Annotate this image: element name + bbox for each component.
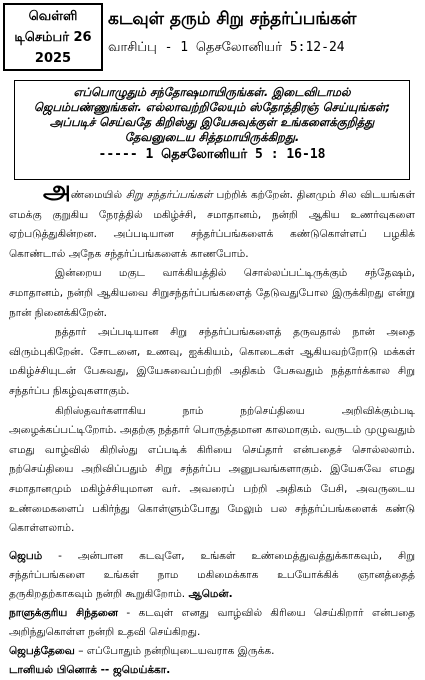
prayer-text: - அன்பான கடவுளே, உங்கள் உண்மைத்துவத்துக்காகவும், சிறு சந்தர்ப்பங்களை உங்கள் நாம மகிமைக்காக உபயோக்கிக் ஞானத்தைத் தருகிறதற்காகவும் நன்றி கூறுகிறோம். (9, 549, 415, 600)
paragraph-1-rest: பற்றிக் கற்றேன். தினமும் சில விடயங்கள் எமக்கு குறுகிய நேரத்தில் மகிழ்ச்சி, சமாதானம், நன்றி ஆகிய உணர்வுகளை ஏற்படுத்துகின்றன. அப்படியான சந்தர்ப்பங்களைக் கண்டுகொள்ளப் பழகிக் கொண்டால் அநேக சந்தர்ப்பங்களைக் காணபோம். (9, 189, 415, 260)
verse-box (14, 80, 410, 180)
reading-reference: வாசிப்பு - 1 தெசலோனியர் 5:12-24 (108, 40, 345, 55)
prayer-section (9, 547, 415, 680)
prayer-label: ஜெபம் (9, 549, 43, 562)
date-label: டிசெம்பர் 26 (14, 30, 92, 45)
day-label: வெள்ளி (28, 9, 78, 24)
paragraph-2: இன்றைய மகுட வாக்கியத்தில் சொல்லப்பட்டிருக்கும் சந்தேஷம், சமாதானம், நன்றி ஆகியவை சிறுசந்தர்ப்பங்களைத் தேடுவதுபோல இருக்கிறது என்று நான் நினைக்கிறேன். (9, 267, 415, 319)
verse-reference: ----- 1 தெசலோனியர் 5 : 16-18 (98, 147, 326, 162)
body-text (9, 175, 416, 680)
author: டானியல் பினொக் -- ஜமெய்க்கா. (9, 663, 171, 676)
thought (9, 604, 415, 642)
paragraph-3: நத்தார் அப்படியான சிறு சந்தர்ப்பங்களைத் தருவதால் நான் அதை விரும்புகிறேன். சோடனை, உணவு, ஐக்கியம், கொடைகள் ஆகியவற்றோடு மக்கள் மகிழ்ச்சியுடன் பேசுவது, இயேசுவைப்பற்றி அதிகம் பேசுவதும் நத்தார்க்கால சிறு சந்தர்ப்ப நிகழ்வுகளாகும். (9, 326, 415, 397)
page-title: கடவுள் தரும் சிறு சந்தர்ப்பங்கள் (108, 9, 357, 29)
spacer (9, 539, 415, 547)
prayer-need-label: ஜெபத்தேவை (9, 644, 75, 657)
drop-cap: அ (43, 175, 71, 204)
paragraph-1-italic: சிறு சந்தர்ப்பங்கள் (125, 189, 213, 201)
year-label: 2025 (34, 51, 72, 66)
prayer-need (9, 642, 415, 661)
prayer-amen: ஆமென். (188, 587, 233, 600)
paragraph-1-start: ண்மையில் (70, 189, 126, 201)
verse-text: எப்பொழுதும் சந்தோஷமாயிருங்கள். இடைவிடாமல் ஜெபம்பண்ணுங்கள். எல்லாவற்றிலேயும் ஸ்தோத்திரஞ் செய்யுங்கள்; அப்படிச் செய்வதே கிறிஸ்து இயேசுவுக்குள் உங்களைக்குறித்து தேவனுடைய சித்தமாயிருக்கிறது. (33, 85, 391, 144)
date-box (3, 3, 103, 71)
thought-label: நாளுக்குரிய சிந்தனை (9, 606, 118, 619)
paragraph-1 (9, 175, 415, 264)
prayer (9, 547, 415, 604)
prayer-need-text: – எப்போதும் நன்றியுடையவராக இருக்க. (74, 644, 275, 657)
paragraph-4: கிறிஸ்தவர்களாகிய நாம் நற்செய்தியை அறிவிக்கும்படி அழைக்கப்பட்டிறோம். அதற்கு நத்தார் பொருத்தமான காலமாகும். வருடம் முழுவதும் எமது வாழ்வில் கிறிஸ்து எப்படிக் கிரியை செய்தார் என்பதைச் சொல்லலாம். நற்செய்தியை அறிவிப்பதும் சிறு சந்தர்ப்ப அனுபவங்களாகும். இயேசுவே எமது சமாதானமும் மகிழ்ச்சியுமான வர். அவரைப் பற்றி அதிகம் பேசி, அவருடைய உண்மைகளைப் பகிர்ந்து கொள்ளும்போது மேலும் பல சந்தர்ப்பங்களைக் கண்டு கொள்ளலாம். (9, 404, 416, 535)
thought-text: - கடவுள் எனது வாழ்வில் கிரியை செய்கிறார் என்பதை அறிந்துகொள்ள நன்றி உதவி செய்கிறது. (9, 606, 415, 638)
